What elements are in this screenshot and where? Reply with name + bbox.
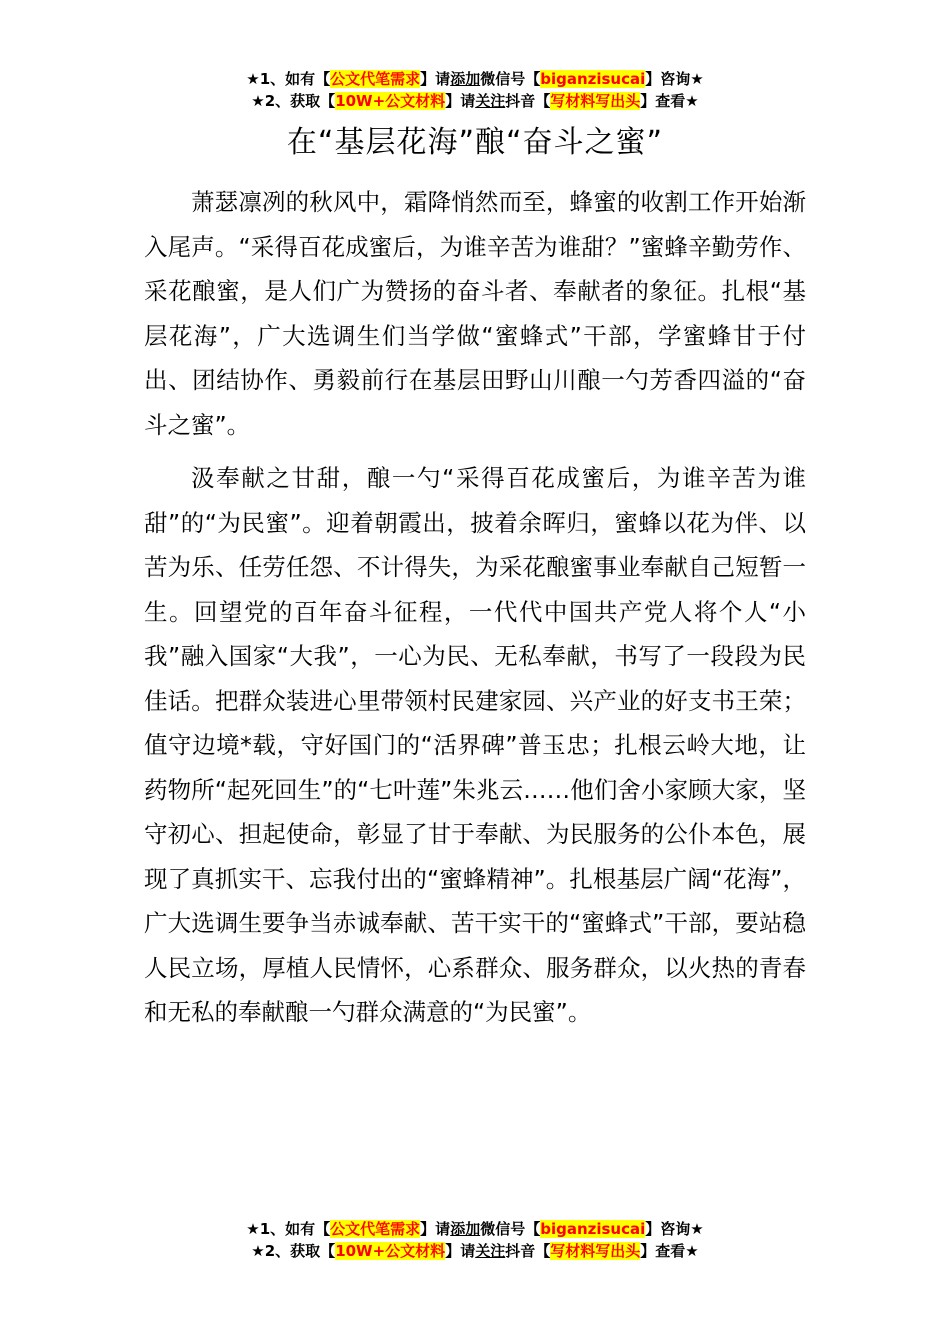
document-body [144,180,806,1035]
notice-line-2: ★2、获取【10W+公文材料】请关注抖音【写材料写出头】查看★ [251,92,699,110]
notice-highlight-douyin: 写材料写出头 [550,1242,641,1260]
notice-line-1: ★1、如有【公文代笔需求】请添加微信号【biganzisucai】咨询★ [246,70,704,88]
notice-line-1: ★1、如有【公文代笔需求】请添加微信号【biganzisucai】咨询★ [246,1220,704,1238]
document-title: 在“基层花海”酿“奋斗之蜜” [286,125,664,160]
notice-highlight-wechat-id: biganzisucai [540,70,646,88]
paragraph-1: 萧瑟凛冽的秋风中，霜降悄然而至，蜂蜜的收割工作开始渐入尾声。“采得百花成蜜后，为谁辛苦为谁甜？”蜜蜂辛勤劳作、采花酿蜜，是人们广为赞扬的奋斗者、奉献者的象征。扎根“基层花海”，广大选调生们当学做“蜜蜂式”干部，学蜜蜂甘于付出、团结协作、勇毅前行在基层田野山川酿一勺芳香四溢的“奋斗之蜜”。 [144,188,806,439]
notice-highlight-douyin: 写材料写出头 [550,92,641,110]
paragraph-2: 汲奉献之甘甜，酿一勺“采得百花成蜜后，为谁辛苦为谁甜”的“为民蜜”。迎着朝霞出，披着余晖归，蜜蜂以花为伴、以苦为乐、任劳任怨、不计得失，为采花酿蜜事业奉献自己短暂一生。回望党的百年奋斗征程，一代代中国共产党人将个人“小我”融入国家“大我”，一心为民、无私奉献，书写了一段段为民佳话。把群众装进心里带领村民建家园、兴产业的好支书王荣；值守边境*载，守好国门的“活界碑”普玉忠；扎根云岭大地，让药物所“起死回生”的“七叶莲”朱兆云……他们舍小家顾大家，坚守初心、担起使命，彰显了甘于奉献、为民服务的公仆本色，展现了真抓实干、忘我付出的“蜜蜂精神”。扎根基层广阔“花海”，广大选调生要争当赤诚奉献、苦干实干的“蜜蜂式”干部，要站稳人民立场，厚植人民情怀，心系群众、服务群众，以火热的青春和无私的奉献酿一勺群众满意的“为民蜜”。 [144,464,806,1026]
footer-notice [0,1218,950,1262]
notice-highlight-service: 公文代笔需求 [330,70,421,88]
notice-highlight-materials: 10W+公文材料 [335,1242,446,1260]
notice-highlight-service: 公文代笔需求 [330,1220,421,1238]
notice-highlight-wechat-id: biganzisucai [540,1220,646,1238]
header-notice [0,68,950,112]
notice-line-2: ★2、获取【10W+公文材料】请关注抖音【写材料写出头】查看★ [251,1242,699,1260]
notice-highlight-materials: 10W+公文材料 [335,92,446,110]
